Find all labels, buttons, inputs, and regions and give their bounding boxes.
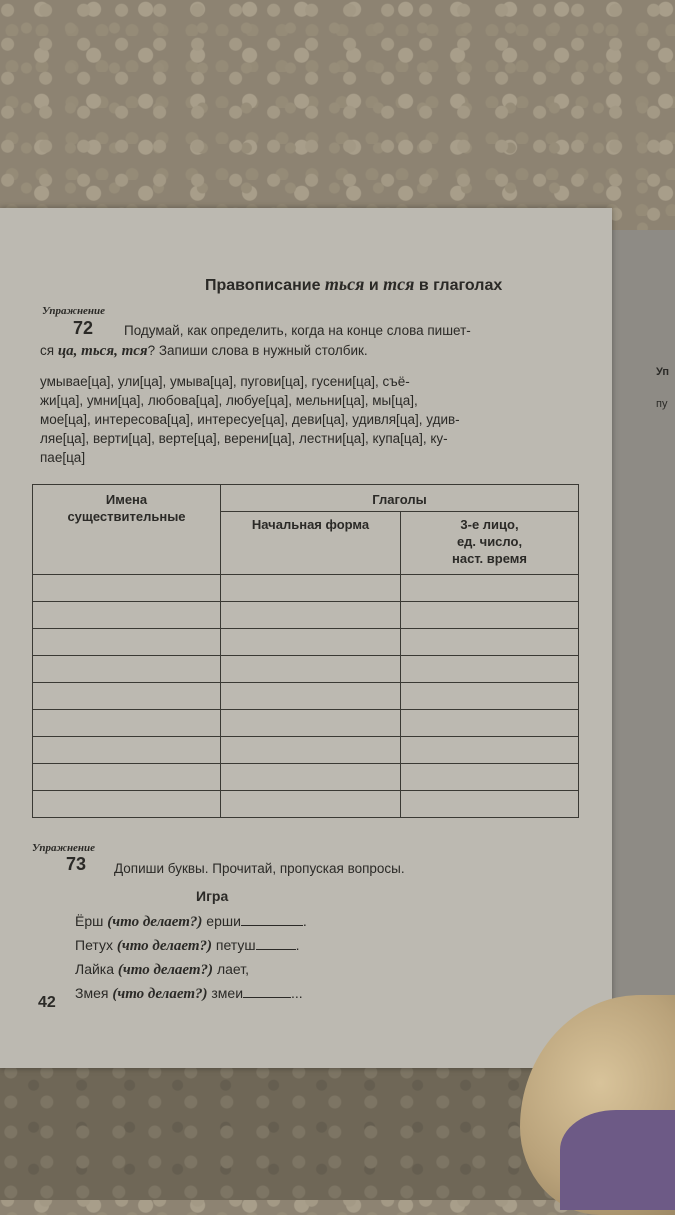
table-row xyxy=(33,791,579,818)
table-row xyxy=(33,710,579,737)
header-third-person: 3-е лицо, ед. число, наст. время xyxy=(401,512,579,575)
workbook-page xyxy=(0,208,612,1068)
table-cell[interactable] xyxy=(221,737,401,764)
table-row xyxy=(33,764,579,791)
exercise-72-line-2: ся ца, ться, тся? Запиши слова в нужный столбик. xyxy=(40,343,368,359)
table-cell[interactable] xyxy=(401,710,579,737)
table-cell[interactable] xyxy=(221,575,401,602)
table-row xyxy=(33,656,579,683)
word-line-1: умывае[ца], ули[ца], умыва[ца], пугови[ца], гусени[ца], съё- xyxy=(40,374,410,389)
poem-line-3: Лайка (что делает?) лает, xyxy=(75,961,249,978)
table-row xyxy=(33,602,579,629)
table-cell[interactable] xyxy=(221,764,401,791)
table-cell[interactable] xyxy=(401,683,579,710)
game-title: Игра xyxy=(196,888,229,904)
table-cell[interactable] xyxy=(33,656,221,683)
header-initial-form: Начальная форма xyxy=(221,512,401,575)
exercise-72-line-1: Подумай, как определить, когда на конце слова пишет- xyxy=(124,323,471,338)
page-number: 42 xyxy=(38,994,56,1011)
word-line-3: мое[ца], интересова[ца], интересуе[ца], деви[ца], удивля[ца], удив- xyxy=(40,412,460,427)
table-cell[interactable] xyxy=(33,710,221,737)
fill-in-blank[interactable] xyxy=(241,913,303,926)
poem-line-4: Змея (что делает?) змеи ... xyxy=(75,985,303,1002)
answer-table xyxy=(32,484,579,818)
table-cell[interactable] xyxy=(221,629,401,656)
page-title: Правописание ться и тся в глаголах xyxy=(205,274,503,294)
table-cell[interactable] xyxy=(221,683,401,710)
table-cell[interactable] xyxy=(401,764,579,791)
table-cell[interactable] xyxy=(401,602,579,629)
exercise-73-instruction: Допиши буквы. Прочитай, пропуская вопросы. xyxy=(114,861,405,876)
word-line-4: ляе[ца], верти[ца], верте[ца], верени[ца], лестни[ца], купа[ца], ку- xyxy=(40,431,448,446)
word-line-2: жи[ца], умни[ца], любова[ца], любуе[ца], мельни[ца], мы[ца], xyxy=(40,393,418,408)
fill-in-blank[interactable] xyxy=(256,937,296,950)
table-cell[interactable] xyxy=(33,791,221,818)
table-row xyxy=(33,683,579,710)
sleeve xyxy=(560,1110,675,1210)
header-verbs: Глаголы xyxy=(221,485,579,512)
table-cell[interactable] xyxy=(401,791,579,818)
word-line-5: пае[ца] xyxy=(40,450,86,465)
table-cell[interactable] xyxy=(401,575,579,602)
header-nouns: Имена существительные xyxy=(33,485,221,575)
table-cell[interactable] xyxy=(33,764,221,791)
fill-in-blank[interactable] xyxy=(243,985,291,998)
table-row xyxy=(33,737,579,764)
table-cell[interactable] xyxy=(221,791,401,818)
exercise-73-number: 73 xyxy=(66,854,87,874)
poem-line-1: Ёрш (что делает?) ерши . xyxy=(75,913,307,930)
table-cell[interactable] xyxy=(221,656,401,683)
table-cell[interactable] xyxy=(33,629,221,656)
table-cell[interactable] xyxy=(221,710,401,737)
table-cell[interactable] xyxy=(401,737,579,764)
next-page-edge xyxy=(612,230,675,1000)
table-cell[interactable] xyxy=(33,737,221,764)
table-cell[interactable] xyxy=(33,683,221,710)
next-page-fragment-1: Уп xyxy=(656,366,670,378)
table-cell[interactable] xyxy=(401,629,579,656)
table-row xyxy=(33,629,579,656)
poem-line-2: Петух (что делает?) петуш . xyxy=(75,937,300,954)
exercise-72-number: 72 xyxy=(73,318,94,338)
exercise-73-label: Упражнение xyxy=(32,842,96,854)
table-cell[interactable] xyxy=(33,602,221,629)
table-row xyxy=(33,575,579,602)
table-cell[interactable] xyxy=(221,602,401,629)
exercise-72-label: Упражнение xyxy=(42,305,106,317)
next-page-fragment-2: пу xyxy=(656,398,668,410)
table-cell[interactable] xyxy=(401,656,579,683)
table-cell[interactable] xyxy=(33,575,221,602)
